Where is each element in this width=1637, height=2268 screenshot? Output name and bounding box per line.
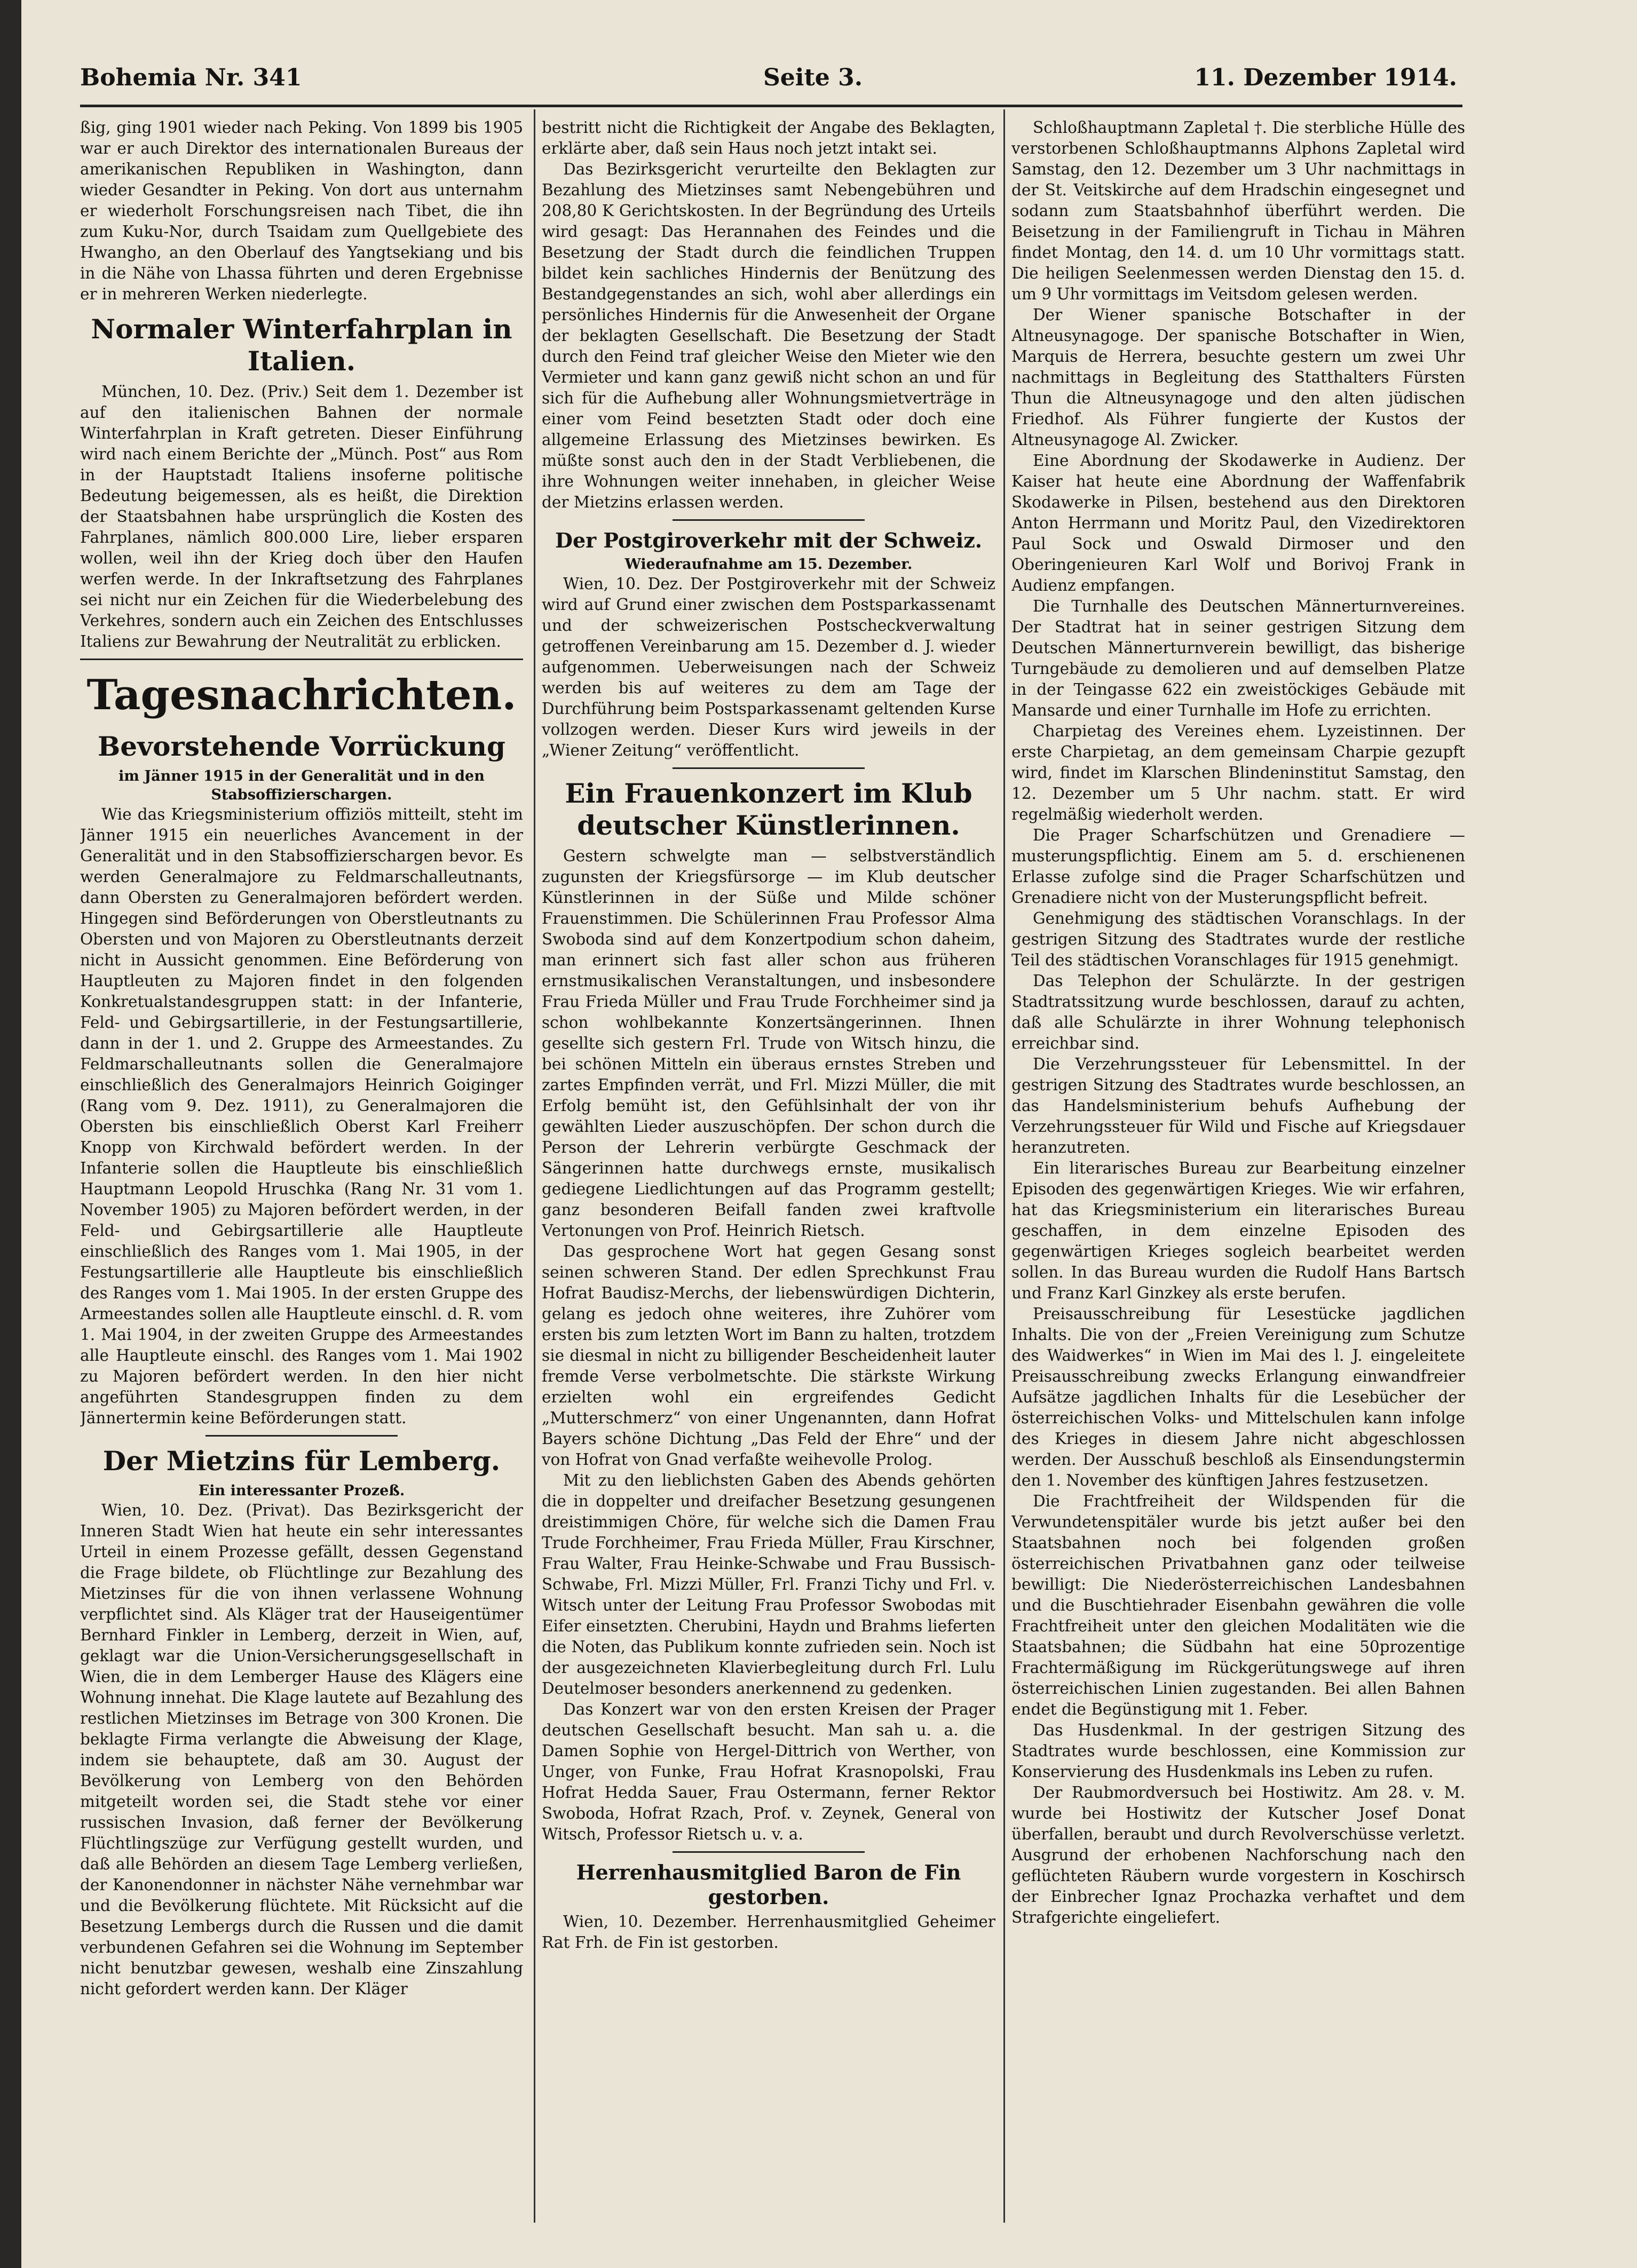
news-item-turnhalle: Die Turnhalle des Deutschen Männerturnvereines. Der Stadtrat hat in seiner gestrigen Sitzung dem Deutschen Männerturnverein bewilligt, das bisherige Turngebäude zu demolieren und auf demselben Platze in der Teingasse 622 ein zweistöckiges Gebäude mit Mansarde und einer Turnhalle im Hofe zu errichten. [1011,597,1465,719]
column-rule-2 [1003,109,1005,2223]
headline-baron-de-fin: Herrenhausmitglied Baron de Fin gestorben. [576,1860,961,1909]
news-item-frachtfreiheit: Die Frachtfreiheit der Wildspenden für die Verwundetenspitäler wurde bis jetzt außer bei den Staatsbahnen noch bei folgenden großen österreichischen Privatbahnen ganz oder teilweise bewilligt: Die Niederösterreichischen Landesbahnen und die Buschtiehrader Eisenbahn gewähren die volle Frachtfreiheit unter den gleichen Modalitäten wie die Staatsbahnen; die Südbahn hat eine 50prozentige Frachtermäßigung im Rückgerütungswege auf ihren österreichischen Linien zugestanden. Bei allen Bahnen endet die Begünstigung mit 1. Feber. [1011,1492,1465,1718]
article-mietzins-verdict: Das Bezirksgericht verurteilte den Beklagten zur Bezahlung des Mietzinses samt Nebengebühren und 208,80 K Gerichtskosten. In der Begründung des Urteils wird gesagt: Das Herannahen des Feindes und die Besetzung der Stadt durch die feindlichen Truppen bildet kein sachliches Hindernis der Benützung des Bestandgegenstandes an sich, wohl aber allerdings ein persönliches Hindernis für die Anwesenheit der Organe der beklagten Gesellschaft. Die Besetzung der Stadt durch den Feind traf gleicher Weise den Mieter wie den Vermieter und kann ganz gewiß nicht schon an und für sich für die Aufhebung aller Wohnungsmietverträge in einer vom Feind besetzten Stadt oder doch eine allgemeine Erlassung des Mietzinses bewirken. Es müßte sonst auch den in der Stadt Verbliebenen, die ihre Wohnungen weiter innehaben, in gleicher Weise der Mietzins erlassen werden. [542,160,995,511]
news-item-literarisches-bureau: Ein literarisches Bureau zur Bearbeitung einzelner Episoden des gegenwärtigen Krieges. Wie wir erfahren, hat das Kriegsministerium ein literarisches Bureau geschaffen, in dem einzelne Episoden des gegenwärtigen Krieges sogleich bearbeitet werden sollen. In das Bureau wurden die Rudolf Hans Bartsch und Franz Karl Ginzkey als erste berufen. [1011,1159,1465,1302]
article-mietzins: Wien, 10. Dez. (Privat). Das Bezirksgericht der Inneren Stadt Wien hat heute ein sehr interessantes Urteil in einem Prozesse gefällt, dessen Gegenstand die Frage bildete, ob Flüchtlinge zur Bezahlung des Mietzinses für die von ihnen verlassene Wohnung verpflichtet sind. Als Kläger trat der Hauseigentümer Bernhard Finkler in Lemberg, derzeit in Wien, auf, geklagt war die Union-Versicherungsgesellschaft in Wien, die in dem Lemberger Hause des Klägers eine Wohnung innehat. Die Klage lautete auf Bezahlung des restlichen Mietzinses im Betrage von 300 Kronen. Die beklagte Firma verlangte die Abweisung der Klage, indem sie behauptete, daß am 30. August der Bevölkerung von Lemberg von den Behörden mitgeteilt worden sei, die Stadt stehe vor einer russischen Invasion, daß ferner der Bevölkerung Flüchtlingszüge zur Verfügung gestellt wurden, und daß alle Behörden an diesem Tage Lemberg verließen, der Kanonendonner in nächster Nähe vernehmbar war und die Bevölkerung flüchtete. Mit Rücksicht auf die Besetzung Lembergs durch die Russen und die damit verbundenen Gefahren sei die Wohnung im September nicht benutzbar gewesen, weshalb eine Zinszahlung nicht gefordert werden kann. Der Kläger [80,1501,523,1998]
article-frauenkonzert-p3: Mit zu den lieblichsten Gaben des Abends gehörten die in doppelter und dreifacher Besetzung gesungenen dreistimmigen Chöre, für welche sich die Damen Frau Trude Forchheimer, Frau Frieda Müller, Frau Kirschner, Frau Walter, Frau Heinke-Schwabe und Frau Bussisch-Schwabe, Frl. Mizzi Müller, Frl. Franzi Tichy und Frl. v. Witsch unter der Leitung Frau Professor Swobodas mit Eifer einsetzten. Cherubini, Haydn und Brahms lieferten die Noten, das Publikum konnte zufrieden sein. Noch ist der ausgezeichneten Klavierbegleitung durch Frl. Lulu Deutelmoser besonders anerkennend zu gedenken. [542,1471,995,1698]
column-2 [542,117,995,2135]
section-title: Tagesnachrichten. [86,671,517,719]
divider [205,1435,398,1437]
news-item-skodawerke: Eine Abordnung der Skodawerke in Audienz. Der Kaiser hat heute eine Abordnung der Waffenfabrik Skodawerke in Pilsen, bestehend aus den Direktoren Anton Herrmann und Moritz Paul, den Vizedirektoren Paul Sock und Oswald Dirmoser und den Oberingenieuren Karl Wolf und Borivoj Frank in Audienz empfangen. [1011,451,1465,594]
news-item-voranschlag: Genehmigung des städtischen Voranschlags. In der gestrigen Sitzung des Stadtrates wurde der restliche Teil des städtischen Voranschlages für 1915 genehmigt. [1011,909,1465,969]
subheadline-vorrueckung: im Jänner 1915 in der Generalität und in den Stabsoffizierschargen. [118,768,485,803]
divider [80,659,523,660]
headline-frauenkonzert: Ein Frauenkonzert im Klub deutscher Künstlerinnen. [565,778,972,841]
headline-vorrueckung: Bevorstehende Vorrückung [98,731,505,762]
headline-postgiro: Der Postgiroverkehr mit der Schweiz. [555,528,983,552]
divider [673,1851,865,1853]
headline-mietzins: Der Mietzins für Lemberg. [102,1445,501,1477]
news-item-spanish-ambassador: Der Wiener spanische Botschafter in der Altneusynagoge. Der spanische Botschafter in Wien, Marquis de Herrera, besuchte gestern um zwei Uhr nachmittags in Begleitung des Statthalters Fürsten Thun die Altneusynagoge und den alten jüdischen Friedhof. Als Führer fungierte der Kustos der Altneusynagoge Al. Zwicker. [1011,306,1465,449]
header-date: 11. Dezember 1914. [1194,64,1457,91]
article-baron-de-fin: Wien, 10. Dezember. Herrenhausmitglied Geheimer Rat Frh. de Fin ist gestorben. [542,1913,995,1952]
header-masthead: Bohemia Nr. 341 [80,64,302,91]
news-item-preisausschreibung: Preisausschreibung für Lesestücke jagdlichen Inhalts. Die von der „Freien Vereinigung zum Schutze des Waidwerkes“ in Wien im Mai des l. J. eingeleitete Preisausschreibung zwecks Erlangung einwandfreier Aufsätze jagdlichen Inhalts für die Lesebücher der österreichischen Volks- und Mittelschulen kann infolge des Krieges in diesem Jahre nicht abgeschlossen werden. Der Ausschuß beschloß als Einsendungstermin den 1. November des künftigen Jahres festzusetzen. [1011,1305,1465,1489]
article-continuation: ßig, ging 1901 wieder nach Peking. Von 1899 bis 1905 war er auch Direktor des internationalen Bureaus der amerikanischen Republiken in Washington, dann wieder Gesandter in Peking. Von dort aus unternahm er wiederholt Forschungsreisen nach Tibet, die ihn zum Kuku-Nor, durch Tsaidam zum Quellgebiete des Hwangho, an den Oberlauf des Yangtsekiang und bis in die Nähe von Lhassa führten und deren Ergebnisse er in mehreren Werken niederlegte. [80,118,523,303]
scan-edge [0,0,21,2268]
article-frauenkonzert-p1: Gestern schwelgte man — selbstverständlich zugunsten der Kriegsfürsorge — im Klub deutscher Künstlerinnen in der Süße und Milde schöner Frauenstimmen. Die Schülerinnen Frau Professor Alma Swoboda sind auf dem Konzertpodium schon daheim, man erinnert sich fast aller schon aus früheren ernstmusikalischen Veranstaltungen, und insbesondere Frau Frieda Müller und Frau Trude Forchheimer sind ja schon wohlbekannte Konzertsängerinnen. Ihnen gesellte sich gestern Frl. Trude von Witsch hinzu, die bei schönen Mitteln ein überaus ernstes Streben und zartes Empfinden verrät, und Frl. Mizzi Müller, die mit Erfolg bemüht ist, den Gefühlsinhalt der von ihr gewählten Lieder auszuschöpfen. Der schon durch die Person der Lehrerin verbürgte Geschmack der Sängerinnen hatte durchwegs ernste, musikalisch gediegene Liedlichtungen auf das Programm gestellt; ganz besonderen Beifall fanden zwei kraftvolle Vertonungen von Prof. Heinrich Rietsch. [542,847,995,1240]
header-page-number: Seite 3. [763,64,863,91]
subheadline-mietzins: Ein interessanter Prozeß. [198,1482,405,1499]
header-rule [80,105,1462,107]
subheadline-postgiro: Wiederaufnahme am 15. Dezember. [624,556,913,573]
page-header [80,64,1457,101]
news-item-charpietag: Charpietag des Vereines ehem. Lyzeistinnen. Der erste Charpietag, an dem gemeinsam Charpie gezupft wird, findet im Klarschen Blindeninstitut Samstag, den 12. Dezember um 5 Uhr nachm. statt. Er wird regelmäßig wiederholt werden. [1011,722,1465,823]
news-item-verzehrungssteuer: Die Verzehrungssteuer für Lebensmittel. In der gestrigen Sitzung des Stadtrates wurde beschlossen, an das Handelsministerium behufs Aufhebung der Verzehrungssteuer für Wild und Fische auf Kriegsdauer heranzutreten. [1011,1055,1465,1156]
news-item-scharfschuetzen: Die Prager Scharfschützen und Grenadiere — musterungspflichtig. Einem am 5. d. erschienenen Erlasse zufolge sind die Prager Scharfschützen und Grenadiere nicht von der Musterungspflicht befreit. [1011,826,1465,907]
article-frauenkonzert-p4: Das Konzert war von den ersten Kreisen der Prager deutschen Gesellschaft besucht. Man sah u. a. die Damen Sophie von Hergel-Dittrich von Werther, von Unger, von Funke, Frau Hofrat Krasnopolski, Frau Hofrat Hedda Sauer, Frau Ostermann, ferner Rektor Swoboda, Hofrat Rzach, Prof. v. Zeynek, General von Witsch, Professor Rietsch u. v. a. [542,1700,995,1843]
news-item-raubmordversuch: Der Raubmordversuch bei Hostiwitz. Am 28. v. M. wurde bei Hostiwitz der Kutscher Josef Donat überfallen, beraubt und durch Revolverschüsse verletzt. Ausgrund der erhobenen Nachforschung nach den geflüchteten Räubern wurde vorgestern in Koschirsch der Einbrecher Ignaz Prochazka verhaftet und dem Strafgerichte eingeliefert. [1011,1783,1465,1926]
column-rule-1 [534,109,535,2223]
divider [673,519,865,521]
headline-winterfahrplan: Normaler Winterfahrplan in Italien. [91,313,512,377]
article-frauenkonzert-p2: Das gesprochene Wort hat gegen Gesang sonst seinen schweren Stand. Der edlen Sprechkunst Frau Hofrat Baudisz-Merchs, der liebenswürdigen Dichterin, gelang es jedoch ohne weiteres, ihre Zuhörer vom ersten bis zum letzten Wort im Bann zu halten, trotzdem sie diesmal in nicht zu billigender Bescheidenheit lauter fremde Verse verbolmetschte. Die stärkste Wirkung erzielten wohl ein ergreifendes Gedicht „Mutterschmerz“ von einer Ungenannten, dann Hofrat Bayers schöne Dichtung „Das Feld der Ehre“ und der von Hofrat von Gnad verfaßte weihevolle Prolog. [542,1242,995,1469]
news-item-husdenkmal: Das Husdenkmal. In der gestrigen Sitzung des Stadtrates wurde beschlossen, eine Kommission zur Konservierung des Husdenkmals ins Leben zu rufen. [1011,1721,1465,1781]
column-1 [80,117,523,2247]
article-postgiro: Wien, 10. Dez. Der Postgiroverkehr mit der Schweiz wird auf Grund einer zwischen dem Postsparkassenamt und der schweizerischen Postscheckverwaltung getroffenen Vereinbarung am 15. Dezember d. J. wieder aufgenommen. Ueberweisungen nach der Schweiz werden bis auf weiteres zu dem am Tage der Durchführung beim Postsparkassenamt geltenden Kurse vollzogen werden. Dieser Kurs wird jeweils in der „Wiener Zeitung“ veröffentlicht. [542,575,995,759]
news-item-telephon: Das Telephon der Schulärzte. In der gestrigen Stadtratssitzung wurde beschlossen, darauf zu achten, daß alle Schulärzte in ihrer Wohnung telephonisch erreichbar sind. [1011,972,1465,1052]
article-vorrueckung: Wie das Kriegsministerium offiziös mitteilt, steht im Jänner 1915 ein neuerliches Avancement in der Generalität und in den Stabsoffizierschargen bevor. Es werden Generalmajore zu Feldmarschalleutnants, dann Obersten zu Generalmajoren befördert werden. Hingegen sind Beförderungen von Oberstleutnants zu Obersten und von Majoren zu Oberstleutnants derzeit nicht in Aussicht genommen. Eine Beförderung von Hauptleuten zu Majoren findet in den folgenden Konkretualstandesgruppen statt: in der Infanterie, Feld- und Gebirgsartillerie, in der Festungsartillerie, dann in der 1. und 2. Gruppe des Armeestandes. Zu Feldmarschalleutnants sollen die Generalmajore einschließlich des Generalmajors Heinrich Goiginger (Rang vom 9. Dez. 1911), zu Generalmajoren die Obersten bis einschließlich Oberst Karl Freiherr Knopp von Kirchwald befördert werden. In der Infanterie sollen die Hauptleute bis einschließlich Hauptmann Leopold Hruschka (Rang Nr. 31 vom 1. November 1905) zu Majoren befördert werden, in der Feld- und Gebirgsartillerie alle Hauptleute einschließlich des Ranges vom 1. Mai 1905, in der Festungsartillerie alle Hauptleute bis einschließlich des Ranges vom 1. Mai 1905. In der ersten Gruppe des Armeestandes sollen alle Hauptleute einschl. d. R. vom 1. Mai 1904, in der zweiten Gruppe des Armeestandes alle Hauptleute einschl. des Ranges vom 1. Mai 1902 zu Majoren befördert werden. In den hier nicht angeführten Standesgruppen finden zu dem Jännertermin keine Beförderungen statt. [80,805,523,1427]
news-item-zapletal: Schloßhauptmann Zapletal †. Die sterbliche Hülle des verstorbenen Schloßhauptmanns Alphons Zapletal wird Samstag, den 12. Dezember um 3 Uhr nachmittags in der St. Veitskirche auf dem Hradschin eingesegnet und sodann zum Staatsbahnhof überführt werden. Die Beisetzung in der Familiengruft in Tichau in Mähren findet Montag, den 14. d. um 10 Uhr vormittags statt. Die heiligen Seelenmessen werden Dienstag den 15. d. um 9 Uhr vormittags im Veitsdom gelesen werden. [1011,118,1465,303]
article-winterfahrplan: München, 10. Dez. (Priv.) Seit dem 1. Dezember ist auf den italienischen Bahnen der normale Winterfahrplan in Kraft getreten. Dieser Einführung wird nach einem Berichte der „Münch. Post“ aus Rom in der Hauptstadt Italiens insoferne politische Bedeutung beigemessen, als es heißt, die Direktion der Staatsbahnen habe ursprünglich die Kosten des Fahrplanes, nämlich 800.000 Lire, lieber ersparen wollen, weil ihn der Krieg doch über den Haufen werfen werde. In der Inkraftsetzung des Fahrplanes sei nicht nur ein Zeichen für die Wiederbelebung des Verkehres, sondern auch ein Zeichen des Entschlusses Italiens zur Bewahrung der Neutralität zu erblicken. [80,383,523,651]
column-3 [1011,117,1465,2145]
divider [673,767,865,769]
article-mietzins-continued: bestritt nicht die Richtigkeit der Angabe des Beklagten, erklärte aber, daß sein Haus noch jetzt intakt sei. [542,118,995,157]
